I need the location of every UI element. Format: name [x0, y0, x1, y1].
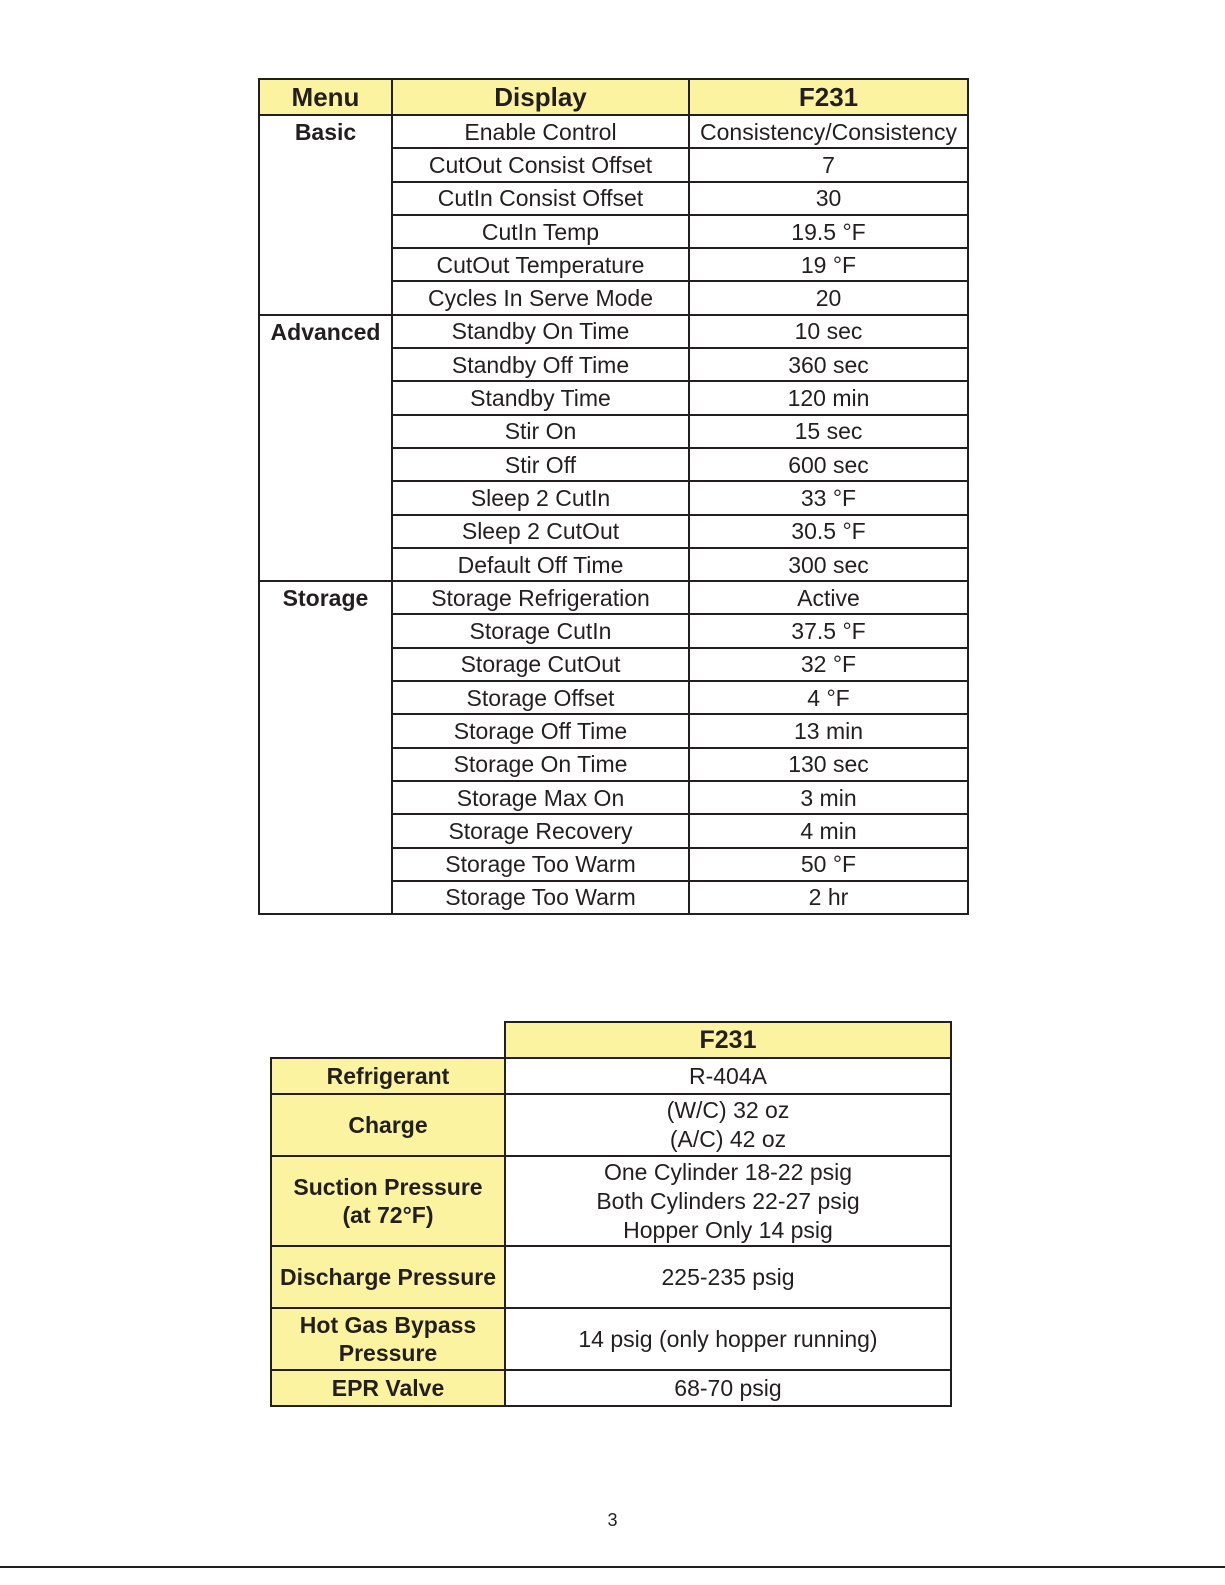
value-cell: 360 sec — [689, 348, 968, 381]
spec-label-line: EPR Valve — [331, 1375, 445, 1401]
spec-row — [271, 1058, 951, 1094]
value-cell: 30 — [689, 182, 968, 215]
spec-label-cell — [271, 1308, 505, 1370]
spec-label-line: Hot Gas Bypass — [299, 1312, 477, 1338]
spec-value-line: (W/C) 32 oz — [666, 1097, 790, 1123]
spec-value-cell — [505, 1370, 951, 1406]
menu-group-cell: Basic — [259, 115, 392, 315]
spec-header-model: F231 — [505, 1022, 951, 1058]
spec-row — [271, 1370, 951, 1406]
value-cell: 300 sec — [689, 548, 968, 581]
spec-value-line: One Cylinder 18-22 psig — [603, 1158, 853, 1185]
display-cell: CutOut Consist Offset — [392, 148, 689, 181]
value-cell: 30.5 °F — [689, 515, 968, 548]
value-cell: Consistency/Consistency — [689, 115, 968, 148]
settings-row — [259, 115, 968, 148]
display-cell: CutIn Consist Offset — [392, 182, 689, 215]
spec-label-cell — [271, 1246, 505, 1308]
spec-label-line: Refrigerant — [326, 1063, 450, 1089]
spec-label-line: Pressure — [338, 1340, 438, 1366]
header-display: Display — [392, 79, 689, 115]
settings-header-row — [259, 79, 968, 115]
spec-value-line: Hopper Only 14 psig — [623, 1216, 833, 1243]
display-cell: Storage CutIn — [392, 614, 689, 647]
display-cell: Storage Too Warm — [392, 881, 689, 914]
spec-label-line: (at 72°F) — [342, 1202, 434, 1228]
header-model: F231 — [689, 79, 968, 115]
display-cell: Standby Time — [392, 381, 689, 414]
spec-value-cell — [505, 1246, 951, 1308]
spec-value-line: (A/C) 42 oz — [669, 1126, 787, 1152]
display-cell: Storage Too Warm — [392, 848, 689, 881]
page-number: 3 — [607, 1510, 618, 1530]
display-cell: CutOut Temperature — [392, 248, 689, 281]
value-cell: 10 sec — [689, 315, 968, 348]
value-cell: 20 — [689, 281, 968, 314]
spec-row — [271, 1156, 951, 1246]
value-cell: 15 sec — [689, 415, 968, 448]
spec-value-cell — [505, 1058, 951, 1094]
display-cell: Storage Offset — [392, 681, 689, 714]
display-cell: Standby On Time — [392, 315, 689, 348]
value-cell: 3 min — [689, 781, 968, 814]
spec-row — [271, 1246, 951, 1308]
display-cell: Sleep 2 CutIn — [392, 481, 689, 514]
value-cell: Active — [689, 581, 968, 614]
value-cell: 19.5 °F — [689, 215, 968, 248]
display-cell: Storage On Time — [392, 748, 689, 781]
value-cell: 600 sec — [689, 448, 968, 481]
spec-label-cell — [271, 1058, 505, 1094]
spec-value-cell — [505, 1156, 951, 1246]
display-cell: Storage Recovery — [392, 814, 689, 847]
value-cell: 32 °F — [689, 648, 968, 681]
spec-value-line: R-404A — [689, 1062, 767, 1089]
bottom-rule — [0, 1566, 1225, 1568]
display-cell: Stir On — [392, 415, 689, 448]
value-cell: 37.5 °F — [689, 614, 968, 647]
display-cell: Enable Control — [392, 115, 689, 148]
display-cell: Default Off Time — [392, 548, 689, 581]
display-cell: CutIn Temp — [392, 215, 689, 248]
spec-value-line: Both Cylinders 22-27 psig — [596, 1187, 860, 1214]
spec-label-line: Discharge Pressure — [279, 1264, 497, 1290]
display-cell: Storage Refrigeration — [392, 581, 689, 614]
value-cell: 2 hr — [689, 881, 968, 914]
value-cell: 120 min — [689, 381, 968, 414]
spec-value-line: 14 psig (only hopper running) — [578, 1325, 878, 1352]
value-cell: 19 °F — [689, 248, 968, 281]
value-cell: 4 °F — [689, 681, 968, 714]
settings-row — [259, 315, 968, 348]
spec-label-line: Suction Pressure — [293, 1174, 483, 1200]
header-menu: Menu — [259, 79, 392, 115]
display-cell: Sleep 2 CutOut — [392, 515, 689, 548]
settings-row — [259, 581, 968, 614]
value-cell: 7 — [689, 148, 968, 181]
display-cell: Standby Off Time — [392, 348, 689, 381]
spec-header-row — [271, 1022, 951, 1058]
spec-value-cell — [505, 1094, 951, 1156]
value-cell: 4 min — [689, 814, 968, 847]
spec-table — [270, 1021, 952, 1407]
menu-group-cell: Advanced — [259, 315, 392, 581]
spec-label-cell — [271, 1370, 505, 1406]
display-cell: Cycles In Serve Mode — [392, 281, 689, 314]
menu-group-cell: Storage — [259, 581, 392, 914]
spec-row — [271, 1094, 951, 1156]
display-cell: Storage CutOut — [392, 648, 689, 681]
spec-value-line: 225-235 psig — [661, 1263, 795, 1290]
spec-corner-cell — [271, 1022, 505, 1058]
spec-value-cell — [505, 1308, 951, 1370]
spec-label-cell — [271, 1156, 505, 1246]
value-cell: 50 °F — [689, 848, 968, 881]
display-cell: Stir Off — [392, 448, 689, 481]
display-cell: Storage Off Time — [392, 714, 689, 747]
spec-value-line: 68-70 psig — [674, 1374, 782, 1401]
value-cell: 130 sec — [689, 748, 968, 781]
display-cell: Storage Max On — [392, 781, 689, 814]
spec-label-cell — [271, 1094, 505, 1156]
value-cell: 33 °F — [689, 481, 968, 514]
settings-table — [258, 78, 969, 915]
value-cell: 13 min — [689, 714, 968, 747]
spec-row — [271, 1308, 951, 1370]
spec-label-line: Charge — [348, 1112, 428, 1138]
